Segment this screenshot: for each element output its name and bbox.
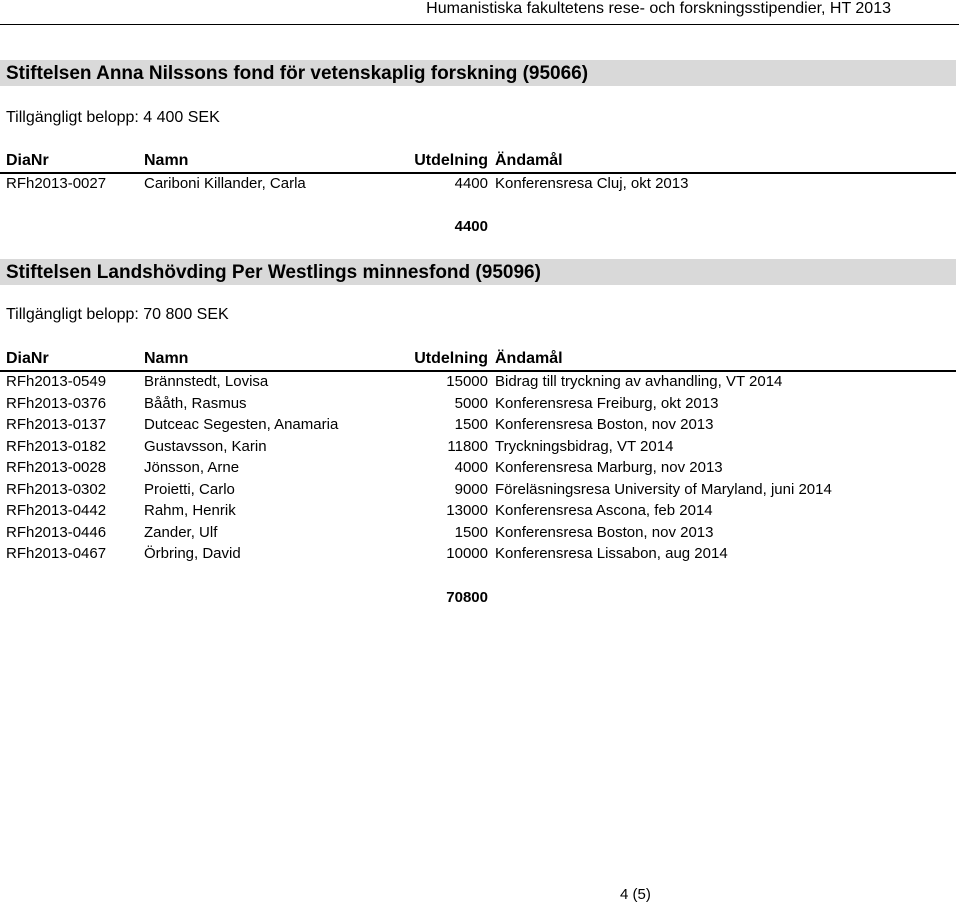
- cell-utdelning: 1500: [454, 524, 488, 541]
- header-rule: [0, 24, 959, 25]
- cell-dianr: RFh2013-0442: [6, 502, 107, 519]
- table-row: [0, 524, 956, 544]
- cell-namn: Rahm, Henrik: [144, 502, 236, 519]
- header-andamal: Ändamål: [495, 350, 563, 367]
- cell-dianr: RFh2013-0446: [6, 524, 107, 541]
- cell-namn: Gustavsson, Karin: [144, 438, 267, 455]
- header-dianr: DiaNr: [6, 350, 49, 367]
- cell-namn: Cariboni Killander, Carla: [144, 175, 306, 192]
- cell-dianr: RFh2013-0182: [6, 438, 107, 455]
- cell-utdelning: 5000: [454, 395, 488, 412]
- cell-utdelning: 4400: [454, 175, 488, 192]
- cell-utdelning: 1500: [454, 416, 488, 433]
- cell-namn: Örbring, David: [144, 545, 241, 562]
- table-row: [0, 459, 956, 479]
- cell-namn: Brännstedt, Lovisa: [144, 373, 269, 390]
- cell-utdelning: 13000: [446, 502, 488, 519]
- table-row: [0, 395, 956, 415]
- table-row: [0, 175, 956, 195]
- header-namn: Namn: [144, 350, 189, 367]
- section-total: 4400: [454, 218, 488, 235]
- page-header: Humanistiska fakultetens rese- och forskningsstipendier, HT 2013: [426, 0, 891, 17]
- section-total: 70800: [446, 589, 488, 606]
- cell-dianr: RFh2013-0027: [6, 175, 107, 192]
- fund-title: Stiftelsen Anna Nilssons fond för vetenskaplig forskning (95066): [0, 60, 956, 86]
- cell-dianr: RFh2013-0549: [6, 373, 107, 390]
- table-row: [0, 545, 956, 565]
- cell-dianr: RFh2013-0467: [6, 545, 107, 562]
- cell-utdelning: 9000: [454, 481, 488, 498]
- table-row: [0, 438, 956, 458]
- cell-namn: Zander, Ulf: [144, 524, 218, 541]
- cell-dianr: RFh2013-0137: [6, 416, 107, 433]
- cell-andamal: Konferensresa Marburg, nov 2013: [495, 459, 723, 476]
- column-header-row: [0, 152, 956, 174]
- header-namn: Namn: [144, 152, 189, 169]
- cell-namn: Jönsson, Arne: [144, 459, 240, 476]
- header-andamal: Ändamål: [495, 152, 563, 169]
- header-dianr: DiaNr: [6, 152, 49, 169]
- cell-andamal: Tryckningsbidrag, VT 2014: [495, 438, 674, 455]
- cell-andamal: Föreläsningsresa University of Maryland, juni 2014: [495, 481, 832, 498]
- column-header-row: [0, 350, 956, 372]
- table-row: [0, 373, 956, 393]
- cell-namn: Bååth, Rasmus: [144, 395, 247, 412]
- cell-dianr: RFh2013-0028: [6, 459, 107, 476]
- cell-dianr: RFh2013-0302: [6, 481, 107, 498]
- table-row: [0, 481, 956, 501]
- cell-andamal: Konferensresa Freiburg, okt 2013: [495, 395, 719, 412]
- cell-utdelning: 10000: [446, 545, 488, 562]
- cell-andamal: Konferensresa Boston, nov 2013: [495, 524, 714, 541]
- cell-namn: Proietti, Carlo: [144, 481, 235, 498]
- cell-andamal: Bidrag till tryckning av avhandling, VT 2014: [495, 373, 783, 390]
- fund-title: Stiftelsen Landshövding Per Westlings minnesfond (95096): [0, 259, 956, 285]
- cell-utdelning: 11800: [447, 438, 488, 455]
- cell-utdelning: 4000: [454, 459, 488, 476]
- header-utdelning: Utdelning: [414, 350, 488, 367]
- table-row: [0, 416, 956, 436]
- cell-namn: Dutceac Segesten, Anamaria: [144, 416, 339, 433]
- header-utdelning: Utdelning: [414, 152, 488, 169]
- cell-dianr: RFh2013-0376: [6, 395, 107, 412]
- table-row: [0, 502, 956, 522]
- cell-utdelning: 15000: [446, 373, 488, 390]
- cell-andamal: Konferensresa Cluj, okt 2013: [495, 175, 689, 192]
- page-number: 4 (5): [620, 886, 651, 903]
- cell-andamal: Konferensresa Ascona, feb 2014: [495, 502, 713, 519]
- cell-andamal: Konferensresa Lissabon, aug 2014: [495, 545, 728, 562]
- available-amount: Tillgängligt belopp: 4 400 SEK: [6, 109, 220, 126]
- cell-andamal: Konferensresa Boston, nov 2013: [495, 416, 714, 433]
- available-amount: Tillgängligt belopp: 70 800 SEK: [6, 306, 229, 323]
